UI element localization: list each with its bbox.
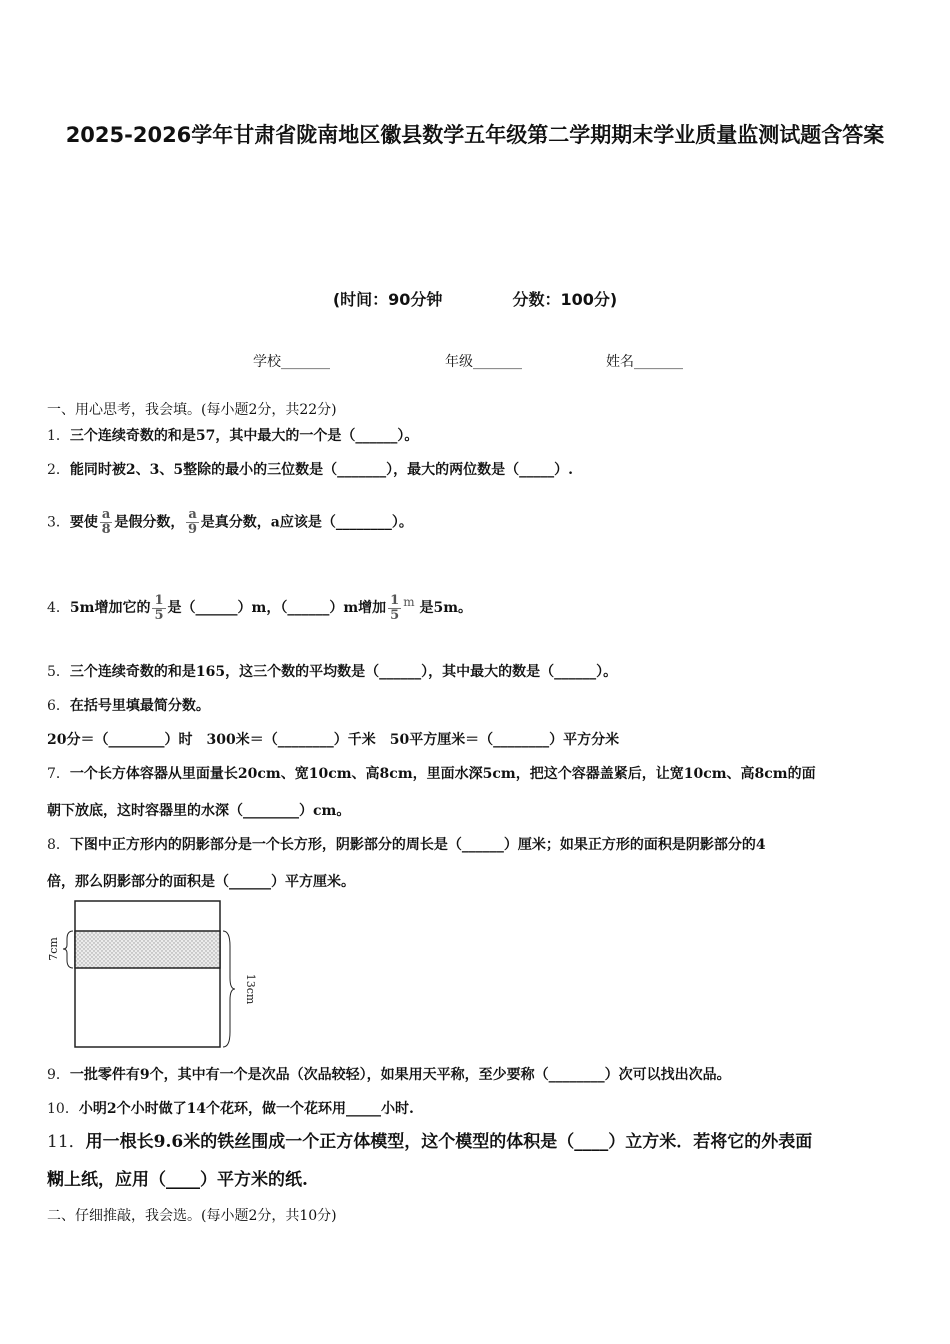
question-6-items: 20分＝（________）时 300米＝（________）千米 50平方厘米＝（________）平方分米 [47, 732, 620, 748]
exam-time: (时间：90分钟 [332, 290, 443, 309]
label-7cm: 7cm [47, 937, 60, 961]
question-7: 7．一个长方体容器从里面量长20cm、宽10cm、高8cm，里面水深5cm，把这个容器盖紧后，让宽10cm、高8cm的面 [47, 766, 816, 782]
question-11-cont: 糊上纸，应用（____）平方米的纸. [47, 1170, 308, 1190]
section-2-heading: 二、仔细推敲，我会选。(每小题2分，共10分) [47, 1208, 337, 1224]
fraction-one-fifth-2: $\frac{1}{5}$ [390, 592, 400, 623]
question-5: 5．三个连续奇数的和是165，这三个数的平均数是（______），其中最大的数是（______）。 [47, 664, 618, 680]
grade-field[interactable]: 年级_______ [445, 354, 522, 370]
shaded-rectangle [75, 931, 220, 968]
question-2: 2．能同时被2、3、5整除的最小的三位数是（_______），最大的两位数是（_____）. [47, 462, 574, 478]
label-13cm: 13cm [244, 973, 257, 1005]
exam-score: 分数：100分) [512, 290, 618, 309]
fraction-a-over-8: $\frac{a}{8}$ [101, 507, 111, 537]
question-10: 10．小明2个小时做了14个花环，做一个花环用_____小时. [47, 1101, 414, 1117]
question-4: 4．5m增加它的 $\frac{1}{5}$ 是（______）m，（______）m增加 $\frac{1}{5}$ m 是5m。 [47, 592, 473, 623]
question-3: 3．要使 $\frac{a}{8}$ 是假分数， $\frac{a}{9}$ 是真分数，a应该是（________）。 [47, 507, 413, 537]
name-field[interactable]: 姓名_______ [606, 354, 683, 370]
question-7-cont: 朝下放底，这时容器里的水深（________）cm。 [47, 803, 351, 819]
question-9: 9．一批零件有9个，其中有一个是次品（次品较轻），如果用天平称，至少要称（________）次可以找出次品。 [47, 1067, 731, 1083]
question-6: 6．在括号里填最简分数。 [47, 698, 210, 714]
exam-meta [0, 287, 950, 310]
square-figure [45, 898, 265, 1050]
outer-square [75, 901, 220, 1047]
fraction-a-over-9: $\frac{a}{9}$ [188, 507, 198, 537]
school-field[interactable]: 学校_______ [253, 354, 330, 370]
right-brace [223, 931, 235, 1047]
section-1-heading: 一、用心思考，我会填。(每小题2分，共22分) [47, 402, 337, 418]
question-11: 11．用一根长9.6米的铁丝围成一个正方体模型，这个模型的体积是（____）立方米．若将它的外表面 [47, 1132, 813, 1152]
question-8-cont: 倍，那么阴影部分的面积是（______）平方厘米。 [47, 874, 355, 890]
page-title: 2025-2026学年甘肃省陇南地区徽县数学五年级第二学期期末学业质量监测试题含答案 [65, 123, 885, 147]
fraction-one-fifth: $\frac{1}{5}$ [154, 592, 164, 623]
left-brace [63, 931, 73, 968]
question-1: 1．三个连续奇数的和是57，其中最大的一个是（______）。 [47, 428, 419, 444]
question-8: 8．下图中正方形内的阴影部分是一个长方形，阴影部分的周长是（______）厘米；如果正方形的面积是阴影部分的4 [47, 837, 766, 853]
